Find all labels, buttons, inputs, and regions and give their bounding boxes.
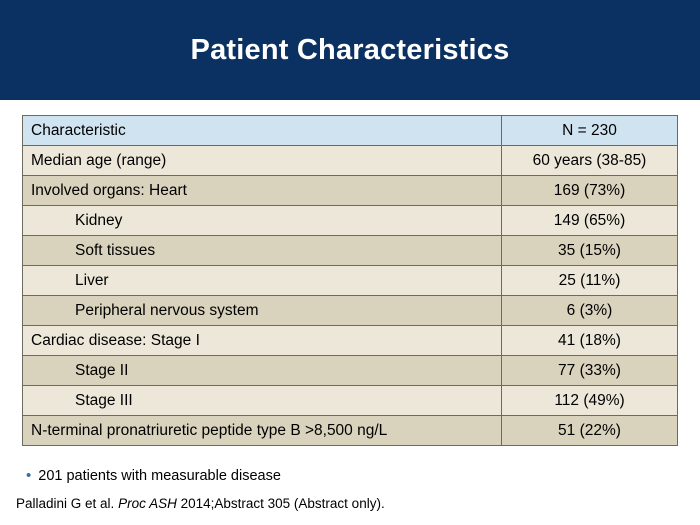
page-title: Patient Characteristics — [190, 33, 510, 66]
row-value: 6 (3%) — [502, 296, 678, 326]
table-row — [23, 326, 678, 356]
table-body — [23, 146, 678, 446]
row-label: Stage III — [23, 386, 502, 416]
row-label: Peripheral nervous system — [23, 296, 502, 326]
table-row — [23, 236, 678, 266]
row-label: N-terminal pronatriuretic peptide type B >8,500 ng/L — [23, 416, 502, 446]
row-label: Involved organs: Heart — [23, 176, 502, 206]
column-header-n: N = 230 — [502, 116, 678, 146]
table-row — [23, 296, 678, 326]
table-row — [23, 386, 678, 416]
characteristics-table-wrapper — [22, 115, 678, 446]
table-row — [23, 146, 678, 176]
source-authors: Palladini G et al. — [16, 496, 119, 511]
row-value: 25 (11%) — [502, 266, 678, 296]
slide-title-bar — [0, 0, 700, 100]
table-row — [23, 206, 678, 236]
row-label: Soft tissues — [23, 236, 502, 266]
row-value: 77 (33%) — [502, 356, 678, 386]
row-value: 112 (49%) — [502, 386, 678, 416]
footnote-bullet-list — [26, 468, 686, 484]
row-value: 169 (73%) — [502, 176, 678, 206]
row-label: Cardiac disease: Stage I — [23, 326, 502, 356]
row-value: 60 years (38-85) — [502, 146, 678, 176]
list-item — [26, 468, 686, 484]
row-label: Median age (range) — [23, 146, 502, 176]
source-rest: 2014;Abstract 305 (Abstract only). — [176, 496, 385, 511]
table-row — [23, 356, 678, 386]
table-header-row — [23, 116, 678, 146]
source-citation — [16, 496, 385, 511]
row-label: Liver — [23, 266, 502, 296]
table-row — [23, 416, 678, 446]
row-label: Kidney — [23, 206, 502, 236]
source-journal: Proc ASH — [118, 496, 177, 511]
row-value: 149 (65%) — [502, 206, 678, 236]
table-row — [23, 266, 678, 296]
bullet-text: 201 patients with measurable disease — [38, 468, 281, 484]
row-value: 51 (22%) — [502, 416, 678, 446]
column-header-characteristic: Characteristic — [23, 116, 502, 146]
row-label: Stage II — [23, 356, 502, 386]
bullet-icon: • — [26, 467, 32, 484]
table-row — [23, 176, 678, 206]
table-header — [23, 116, 678, 146]
row-value: 41 (18%) — [502, 326, 678, 356]
row-value: 35 (15%) — [502, 236, 678, 266]
characteristics-table — [22, 115, 678, 446]
